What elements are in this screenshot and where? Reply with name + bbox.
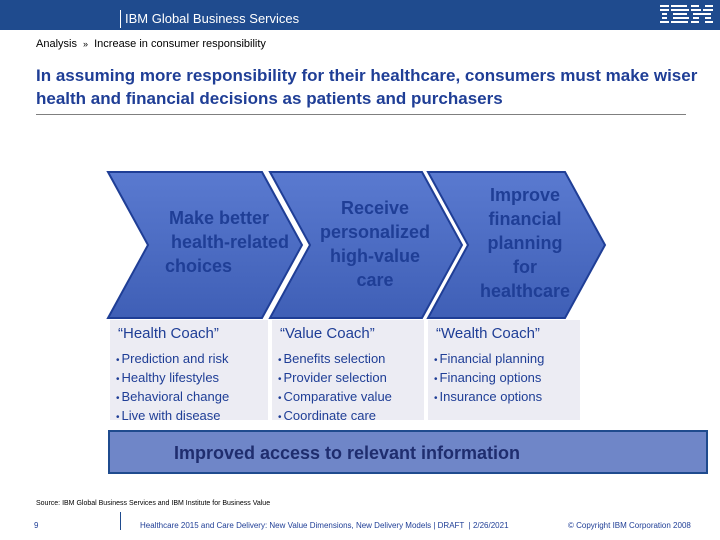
copyright-notice: © Copyright IBM Corporation 2008	[568, 521, 691, 530]
chevron-line: high-value	[329, 246, 420, 266]
chevron-line: personalized	[320, 222, 431, 242]
chevron-line: Improve	[489, 185, 561, 205]
panel-title: “Value Coach”	[280, 325, 375, 342]
list-item: • Insurance options	[434, 388, 580, 407]
health-coach-panel	[110, 320, 268, 423]
panel-title: “Wealth Coach”	[436, 325, 540, 342]
list-item: • Provider selection	[278, 369, 424, 388]
page-number: 9	[34, 521, 39, 530]
breadcrumb-page: Increase in consumer responsibility	[94, 38, 266, 50]
chevron-line: Make better	[169, 208, 270, 228]
list-item: • Live with disease	[116, 407, 268, 426]
chevron-line: choices	[165, 256, 233, 276]
list-item: • Comparative value	[278, 388, 424, 407]
document-title: Healthcare 2015 and Care Delivery: New Value Dimensions, New Delivery Models	[140, 521, 432, 530]
chevron-text-3	[470, 183, 580, 303]
value-coach-panel	[272, 320, 424, 423]
chevron-text-2	[320, 196, 430, 292]
panel-list	[278, 350, 424, 426]
panel-list	[116, 350, 268, 426]
chevron-line: healthcare	[479, 281, 571, 301]
footer-date: 2/26/2021	[472, 521, 509, 530]
chevron-line: health-related	[171, 232, 290, 252]
footer-divider	[120, 512, 121, 530]
source-note: Source: IBM Global Business Services and IBM Institute for Business Value	[36, 500, 271, 507]
panel-title: “Health Coach”	[118, 325, 219, 342]
breadcrumb-separator-icon: »	[83, 39, 89, 49]
classification-label: DRAFT	[437, 521, 465, 530]
chevron-line: for	[513, 257, 537, 277]
chevron-line: planning	[487, 233, 563, 253]
chevron-line: financial	[488, 209, 562, 229]
breadcrumb-section: Analysis	[36, 38, 77, 50]
footer-separator: |	[466, 521, 473, 530]
list-item: • Financing options	[434, 369, 580, 388]
footer-separator: |	[433, 521, 438, 530]
header-title: IBM Global Business Services	[125, 11, 300, 26]
list-item: • Benefits selection	[278, 350, 424, 369]
panel-list	[434, 350, 580, 407]
chevron-line: Receive	[340, 198, 410, 218]
banner-text: Improved access to relevant information	[173, 443, 521, 463]
list-item: • Healthy lifestyles	[116, 369, 268, 388]
chevron-text-1	[165, 206, 289, 278]
page-title: In assuming more responsibility for their healthcare, consumers must make wiser health and financial decisions as patients and purchasers	[36, 66, 698, 108]
chevron-line: care	[356, 270, 394, 290]
list-item: • Financial planning	[434, 350, 580, 369]
list-item: • Behavioral change	[116, 388, 268, 407]
footer-document-info	[140, 521, 509, 530]
wealth-coach-panel	[428, 320, 580, 420]
list-item: • Prediction and risk	[116, 350, 268, 369]
information-banner	[108, 430, 708, 474]
list-item: • Coordinate care	[278, 407, 424, 426]
